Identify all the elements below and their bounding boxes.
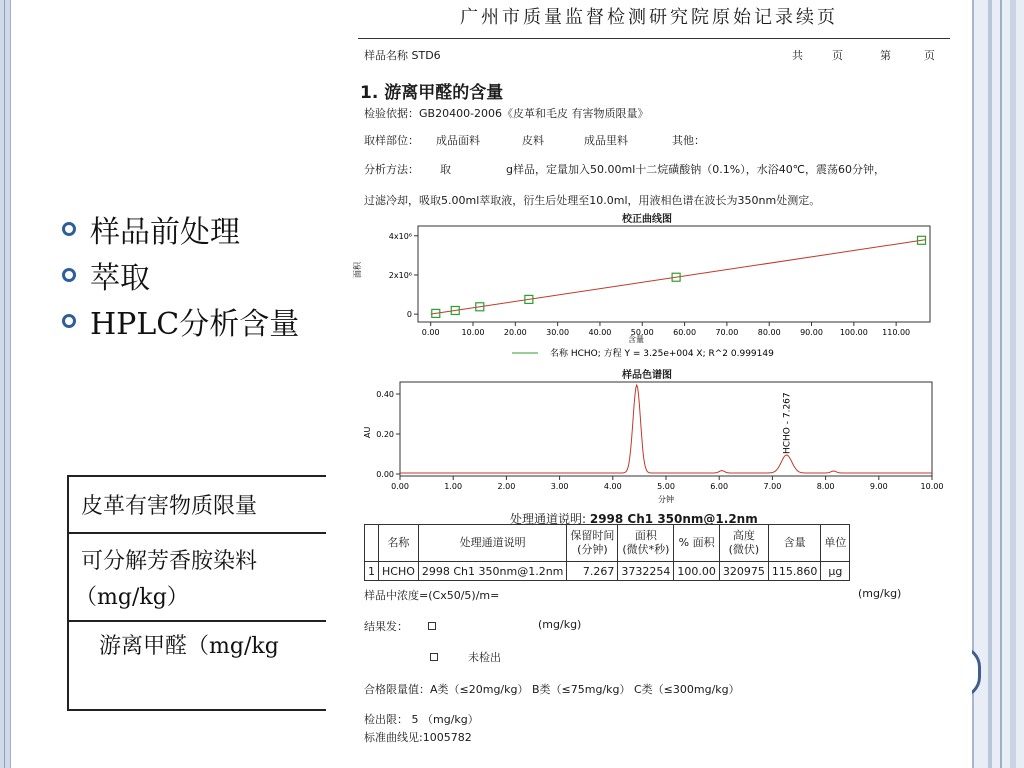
result-table (364, 524, 850, 581)
bullet-item (62, 252, 299, 298)
result-unit: (mg/kg) (538, 618, 582, 631)
calibration-title: 校正曲线图 (622, 214, 672, 225)
result-table-header-cell: 单位 (821, 525, 850, 562)
result-table-row (365, 562, 850, 581)
result-table-header-cell: 面积 (微伏*秒) (618, 525, 674, 562)
page-total-label: 共 (792, 49, 803, 62)
chromatogram-y-tick-label: 0.40 (376, 390, 394, 399)
chromatogram-x-tick-label: 9.00 (869, 482, 888, 491)
method-label: 分析方法： (364, 163, 419, 176)
chromatogram-plot-frame (400, 382, 932, 476)
result-table-cell: 3732254 (618, 562, 674, 581)
page-number-label: 第 (880, 49, 891, 62)
bullet-text: 萃取 (90, 261, 150, 296)
slide-frame-left (0, 0, 11, 768)
page-unit: 页 (832, 49, 843, 62)
result-table-cell: 100.00 (674, 562, 720, 581)
bullet-text: HPLC分析含量 (90, 307, 300, 342)
document-title: 广州市质量监督检测研究院原始记录续页 (460, 7, 838, 28)
chromatogram-x-tick-label: 5.00 (657, 482, 675, 491)
result-table-cell: μg (821, 562, 850, 581)
chromatogram-x-tick-label: 6.00 (710, 482, 729, 491)
calibration-y-tick-label: 2x10⁶ (388, 270, 412, 280)
bullet-icon (62, 222, 76, 236)
calibration-y-axis-label: 面积 (353, 262, 362, 278)
detection-limit: 检出限： 5 （mg/kg） (364, 713, 479, 726)
chromatogram-y-tick-label: 0.00 (376, 470, 394, 479)
calibration-x-tick-label: 40.00 (588, 328, 612, 337)
bullet-item (62, 206, 299, 252)
concentration-formula: 样品中浓度=(Cx50/5)/m= (364, 589, 500, 602)
calibration-chart (326, 222, 972, 372)
sampling-option: 成品里料 (584, 134, 628, 147)
calibration-x-tick-label: 50.00 (630, 328, 654, 337)
calibration-fit-line (431, 240, 926, 314)
chromatogram-y-axis-label: AU (363, 426, 372, 438)
calibration-x-tick-label: 100.00 (839, 328, 868, 337)
record-document (326, 0, 972, 768)
chromatogram-chart (326, 378, 972, 508)
chromatogram-trace (400, 385, 932, 473)
chromatogram-x-tick-label: 2.00 (497, 482, 516, 491)
chromatogram-title: 样品色谱图 (622, 370, 672, 381)
title-rule (358, 38, 950, 39)
limit-table-cell: （mg/kg） (75, 585, 189, 610)
calibration-y-tick-label: 4x10⁶ (388, 231, 412, 241)
section-heading: 1. 游离甲醛的含量 (360, 83, 504, 103)
result-table-header-cell: 高度 (微伏) (719, 525, 768, 562)
sampling-label: 取样部位： (364, 134, 419, 147)
chromatogram-x-axis-label: 分钟 (658, 495, 674, 504)
result-checkbox (428, 622, 436, 630)
result-table-header-cell (365, 525, 379, 562)
calibration-x-tick-label: 90.00 (800, 328, 823, 337)
calibration-x-tick-label: 30.00 (546, 328, 570, 337)
limit-values: 合格限量值：A类（≤20mg/kg） B类（≤75mg/kg） C类（≤300mg/kg） (364, 683, 740, 696)
calibration-x-tick-label: 70.00 (715, 328, 739, 337)
result-table-header-cell: % 面积 (674, 525, 720, 562)
not-detected-label: 未检出 (468, 651, 501, 664)
result-table-cell: HCHO (379, 562, 419, 581)
limit-table-cell: 可分解芳香胺染料 (81, 549, 258, 574)
chromatogram-x-tick-label: 3.00 (550, 482, 569, 491)
page-unit: 页 (924, 49, 935, 62)
result-table-cell: 7.267 (567, 562, 618, 581)
chromatogram-x-tick-label: 0.00 (391, 482, 409, 491)
method-text: 过滤冷却，吸取5.00ml萃取液，衍生后处理至10.0ml，用液相色谱在波长为350nm处测定。 (364, 194, 821, 207)
chromatogram-x-tick-label: 4.00 (603, 482, 622, 491)
sampling-option: 其他： (672, 134, 705, 147)
slide-frame-right (972, 0, 1024, 768)
calibration-x-tick-label: 20.00 (503, 328, 527, 337)
result-table-cell: 115.860 (768, 562, 821, 581)
calibration-plot-frame (418, 226, 930, 322)
calibration-x-tick-label: 110.00 (882, 328, 911, 337)
result-table-header-cell: 保留时间 (分钟) (567, 525, 618, 562)
peak-label: HCHO - 7.267 (782, 392, 793, 454)
bullet-icon (62, 268, 76, 282)
result-table-cell: 320975 (719, 562, 768, 581)
result-table-header-cell: 名称 (379, 525, 419, 562)
bullet-text: 样品前处理 (90, 215, 240, 250)
concentration-unit: (mg/kg) (858, 587, 902, 600)
chromatogram-x-tick-label: 7.00 (763, 482, 782, 491)
calibration-x-tick-label: 60.00 (673, 328, 697, 337)
method-text: g样品，定量加入50.00ml十二烷磺酸钠（0.1%），水浴40℃，震荡60分钟， (506, 163, 886, 176)
not-detected-checkbox (430, 653, 438, 661)
sampling-option: 皮料 (522, 134, 544, 147)
result-table-header-row (365, 525, 850, 562)
calibration-x-tick-label: 80.00 (757, 328, 781, 337)
calibration-x-tick-label: 10.00 (461, 328, 485, 337)
method-take: 取 (440, 163, 451, 176)
bullet-item (62, 298, 299, 344)
chromatogram-x-tick-label: 1.00 (444, 482, 463, 491)
channel-note-label: 处理通道说明: (510, 512, 590, 526)
result-table-header-cell: 含量 (768, 525, 821, 562)
test-basis: 检验依据：GB20400-2006《皮革和毛皮 有害物质限量》 (364, 107, 649, 120)
limit-table-cell: 皮革有害物质限量 (81, 494, 258, 519)
calibration-legend: 名称 HCHO; 方程 Y = 3.25e+004 X; R^2 0.999149 (550, 349, 774, 359)
chromatogram-x-tick-label: 10.00 (920, 482, 944, 491)
calibration-y-tick-label: 0 (406, 310, 412, 320)
calibration-x-axis-label: 含量 (628, 335, 644, 344)
result-table-cell: 2998 Ch1 350nm@1.2nm (418, 562, 567, 581)
result-table-header-cell: 处理通道说明 (418, 525, 567, 562)
result-table-cell: 1 (365, 562, 379, 581)
standard-curve-ref: 标准曲线见:1005782 (364, 731, 472, 744)
sample-name: 样品名称 STD6 (364, 49, 441, 62)
result-label: 结果发： (364, 620, 408, 633)
channel-note-value: 2998 Ch1 350nm@1.2nm (589, 512, 758, 526)
chromatogram-y-tick-label: 0.20 (376, 430, 394, 439)
limit-table-cell: 游离甲醛（mg/kg (99, 634, 279, 659)
calibration-x-tick-label: 0.00 (421, 328, 440, 337)
bullet-list (62, 206, 299, 344)
sampling-option: 成品面料 (436, 134, 480, 147)
bullet-icon (62, 314, 76, 328)
chromatogram-x-tick-label: 8.00 (816, 482, 835, 491)
